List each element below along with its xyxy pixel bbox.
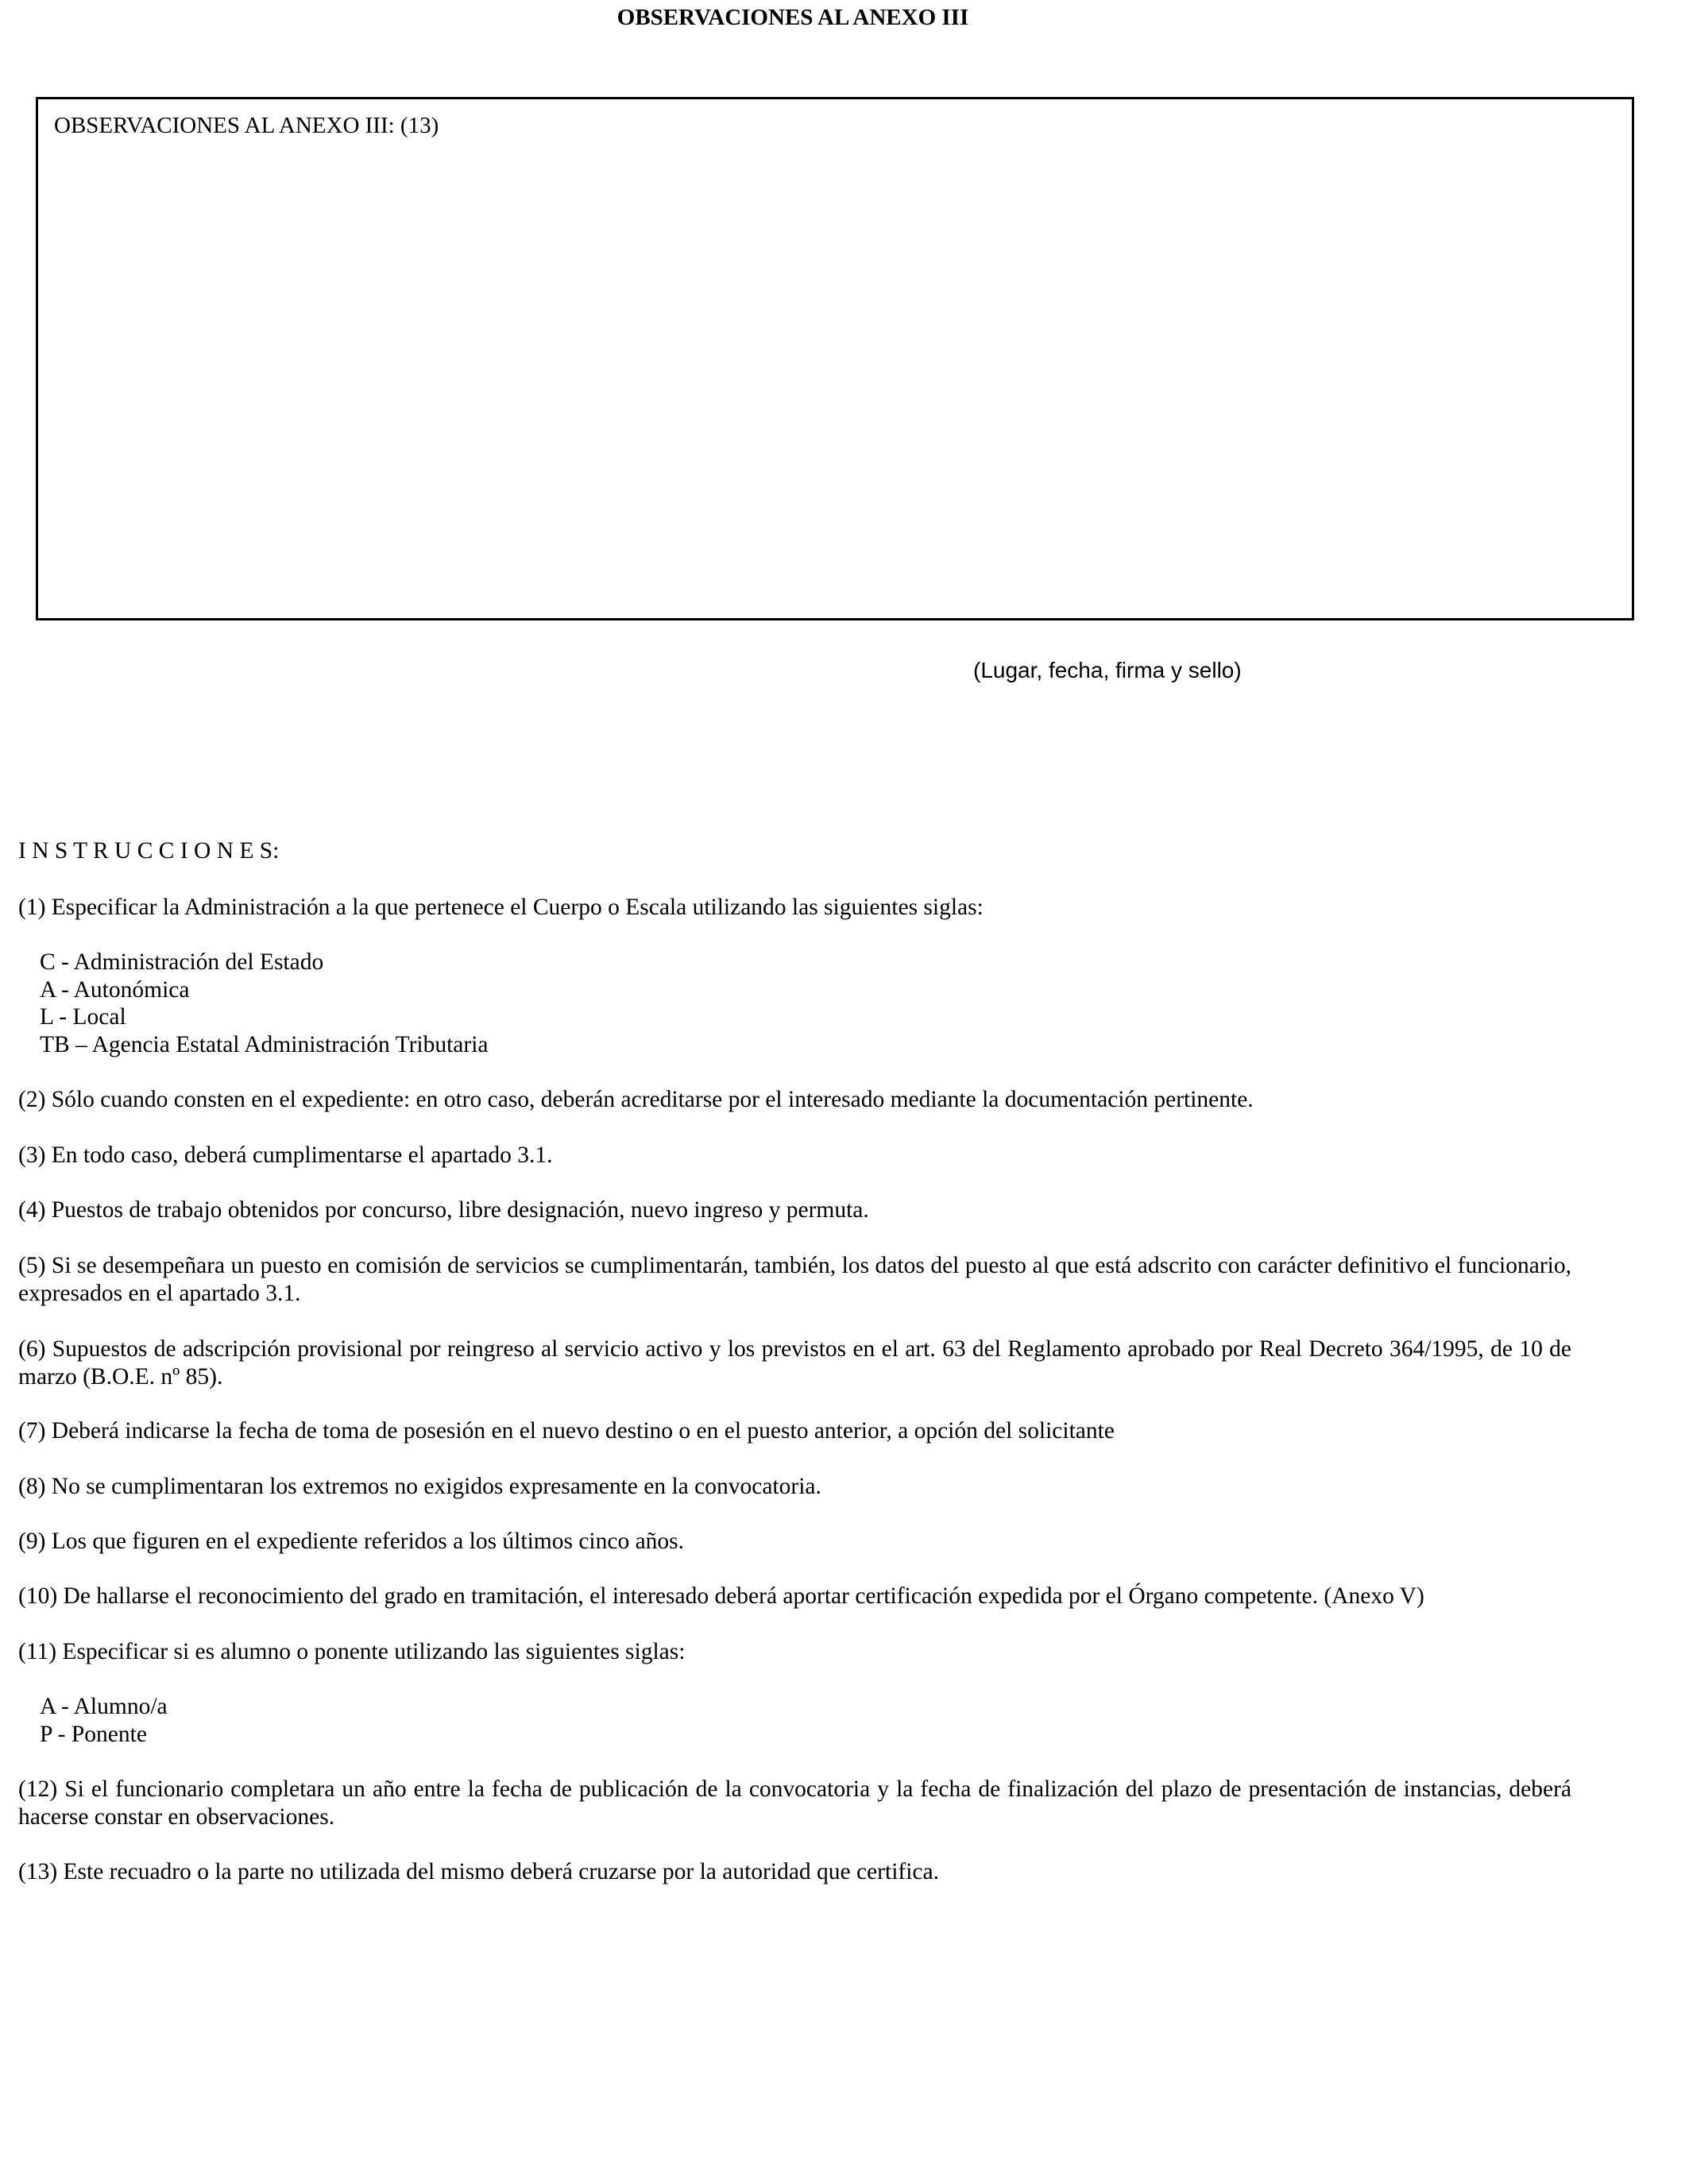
role-code-p: P - Ponente: [40, 1722, 147, 1747]
instruction-12: (12) Si el funcionario completara un año entre la fecha de publicación de la convocatoria y la fecha de finalización del plazo de presentación de instancias, deberá hacerse constar en observaciones.: [18, 1776, 1571, 1830]
instruction-2: (2) Sólo cuando consten en el expediente: en otro caso, deberán acreditarse por el interesado mediante la documentación pertinente.: [18, 1087, 1254, 1112]
admin-code-l: L - Local: [40, 1004, 126, 1030]
signature-caption: (Lugar, fecha, firma y sello): [973, 658, 1242, 682]
admin-code-a: A - Autonómica: [40, 977, 190, 1003]
instruction-3: (3) En todo caso, deberá cumplimentarse el apartado 3.1.: [18, 1142, 553, 1168]
page-title: OBSERVACIONES AL ANEXO III: [616, 5, 969, 30]
instruction-9: (9) Los que figuren en el expediente referidos a los últimos cinco años.: [18, 1529, 685, 1554]
admin-code-tb: TB – Agencia Estatal Administración Tributaria: [40, 1032, 489, 1057]
instruction-6: (6) Supuestos de adscripción provisional por reingreso al servicio activo y los previstos en el art. 63 del Reglamento aprobado por Real Decreto 364/1995, de 10 de marzo (B.O.E. nº 85).: [18, 1336, 1571, 1390]
instruction-11: (11) Especificar si es alumno o ponente utilizando las siguientes siglas:: [18, 1639, 686, 1664]
role-code-a: A - Alumno/a: [40, 1694, 168, 1719]
instruction-7: (7) Deberá indicarse la fecha de toma de posesión en el nuevo destino o en el puesto anterior, a opción del solicitante: [18, 1418, 1115, 1444]
instruction-4: (4) Puestos de trabajo obtenidos por concurso, libre designación, nuevo ingreso y permuta.: [18, 1197, 869, 1223]
observations-box[interactable]: [36, 97, 1634, 620]
instruction-8: (8) No se cumplimentaran los extremos no exigidos expresamente en la convocatoria.: [18, 1474, 821, 1499]
instructions-heading: I N S T R U C C I O N E S:: [18, 838, 280, 864]
instruction-13: (13) Este recuadro o la parte no utilizada del mismo deberá cruzarse por la autoridad que certifica.: [18, 1859, 939, 1884]
instruction-1: (1) Especificar la Administración a la que pertenece el Cuerpo o Escala utilizando las siguientes siglas:: [18, 895, 984, 920]
admin-code-c: C - Administración del Estado: [40, 949, 324, 975]
observations-box-label: OBSERVACIONES AL ANEXO III: (13): [54, 113, 439, 138]
instruction-5: (5) Si se desempeñara un puesto en comisión de servicios se cumplimentarán, también, los datos del puesto al que está adscrito con carácter definitivo el funcionario, expresados en el apartado 3.1.: [18, 1253, 1571, 1306]
instruction-10: (10) De hallarse el reconocimiento del grado en tramitación, el interesado deberá aportar certificación expedida por el Órgano competente. (Anexo V): [18, 1583, 1424, 1609]
